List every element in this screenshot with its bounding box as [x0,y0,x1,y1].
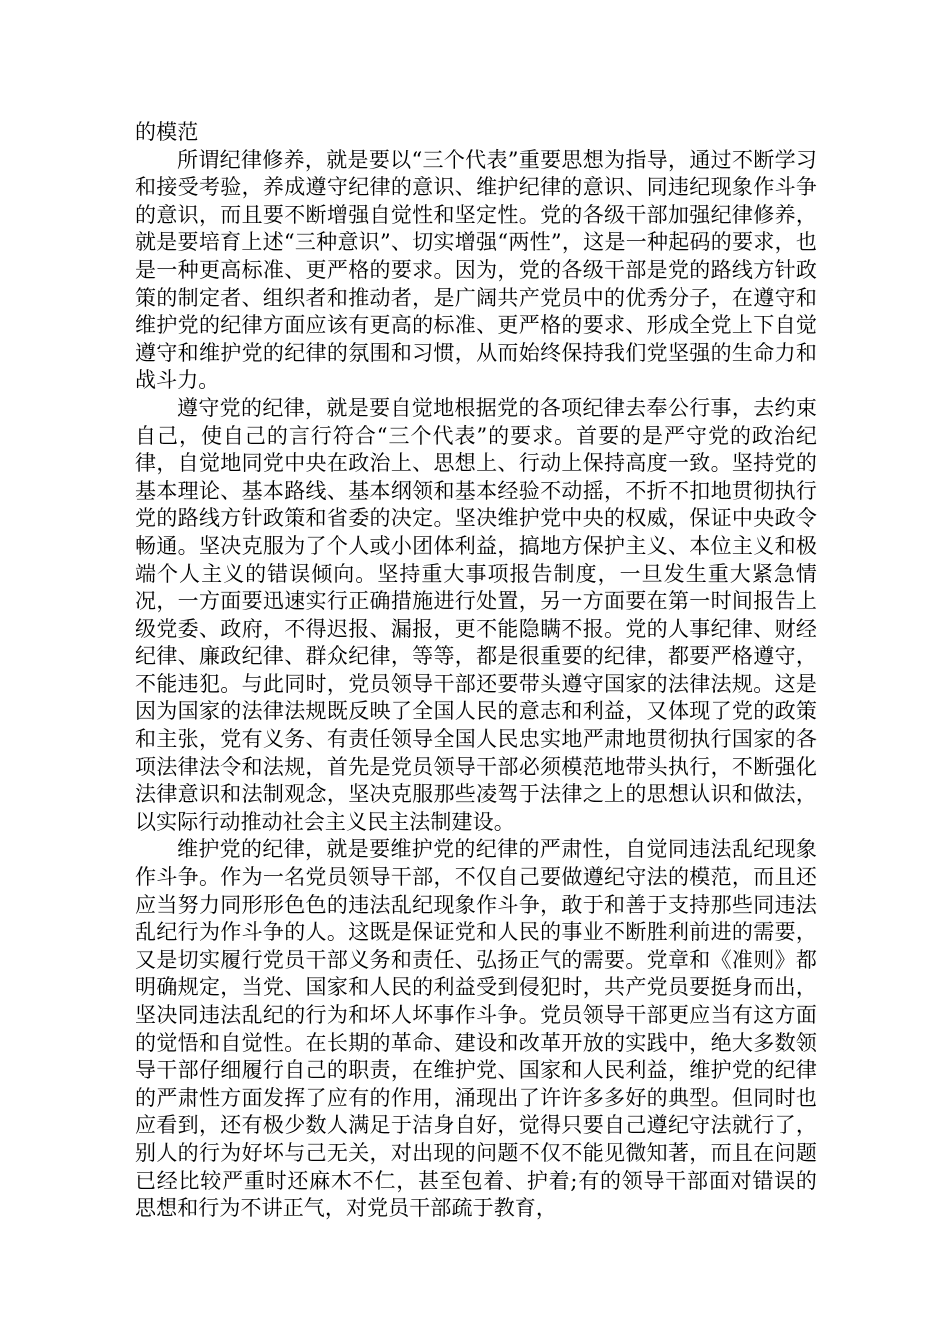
paragraph-discipline-cultivation: 所谓纪律修养，就是要以“三个代表”重要思想为指导，通过不断学习和接受考验，养成遵守纪律的意识、维护纪律的意识、同违纪现象作斗争的意识，而且要不断增强自觉性和坚定性。党的各级干部加强纪律修养，就是要培育上述“三种意识”、切实增强“两性”，这是一种起码的要求，也是一种更高标准、更严格的要求。因为，党的各级干部是党的路线方针政策的制定者、组织者和推动者，是广阔共产党员中的优秀分子，在遵守和维护党的纪律方面应该有更高的标准、更严格的要求、形成全党上下自觉遵守和维护党的纪律的氛围和习惯，从而始终保持我们党坚强的生命力和战斗力。 [135,147,817,393]
paragraph-maintain-discipline: 维护党的纪律，就是要维护党的纪律的严肃性，自觉同违法乱纪现象作斗争。作为一名党员领导干部，不仅自己要做遵纪守法的模范，而且还应当努力同形形色色的违法乱纪现象作斗争，敢于和善于支持那些同违法乱纪行为作斗争的人。这既是保证党和人民的事业不断胜利前进的需要，又是切实履行党员干部义务和责任、弘扬正气的需要。党章和《准则》都明确规定，当党、国家和人民的利益受到侵犯时，共产党员要挺身而出，坚决同违法乱纪的行为和坏人坏事作斗争。党员领导干部更应当有这方面的觉悟和自觉性。在长期的革命、建设和改革开放的实践中，绝大多数领导干部仔细履行自己的职责，在维护党、国家和人民利益，维护党的纪律的严肃性方面发挥了应有的作用，涌现出了许许多多好的典型。但同时也应看到，还有极少数人满足于洁身自好，觉得只要自己遵纪守法就行了，别人的行为好坏与己无关，对出现的问题不仅不能见微知著，而且在问题已经比较严重时还麻木不仁，甚至包着、护着;有的领导干部面对错误的思想和行为不讲正气，对党员干部疏于教育， [135,837,817,1221]
document-page [135,119,817,1223]
paragraph-continuation: 的模范 [135,120,199,144]
paragraph-observe-discipline: 遵守党的纪律，就是要自觉地根据党的各项纪律去奉公行事，去约束自己，使自己的言行符合“三个代表”的要求。首要的是严守党的政治纪律，自觉地同党中央在政治上、思想上、行动上保持高度一致。坚持党的基本理论、基本路线、基本纲领和基本经验不动摇，不折不扣地贯彻执行党的路线方针政策和省委的决定。坚决维护党中央的权威，保证中央政令畅通。坚决克服为了个人或小团体利益，搞地方保护主义、本位主义和极端个人主义的错误倾向。坚持重大事项报告制度，一旦发生重大紧急情况，一方面要迅速实行正确措施进行处置，另一方面要在第一时间报告上级党委、政府，不得迟报、漏报，更不能隐瞒不报。党的人事纪律、财经纪律、廉政纪律、群众纪律，等等，都是很重要的纪律，都要严格遵守，不能违犯。与此同时，党员领导干部还要带头遵守国家的法律法规。这是因为国家的法律法规既反映了全国人民的意志和利益，又体现了党的政策和主张，党有义务、有责任领导全国人民忠实地严肃地贯彻执行国家的各项法律法令和法规，首先是党员领导干部必须模范地带头执行，不断强化法律意识和法制观念，坚决克服那些凌驾于法律之上的思想认识和做法，以实际行动推动社会主义民主法制建设。 [135,395,817,834]
